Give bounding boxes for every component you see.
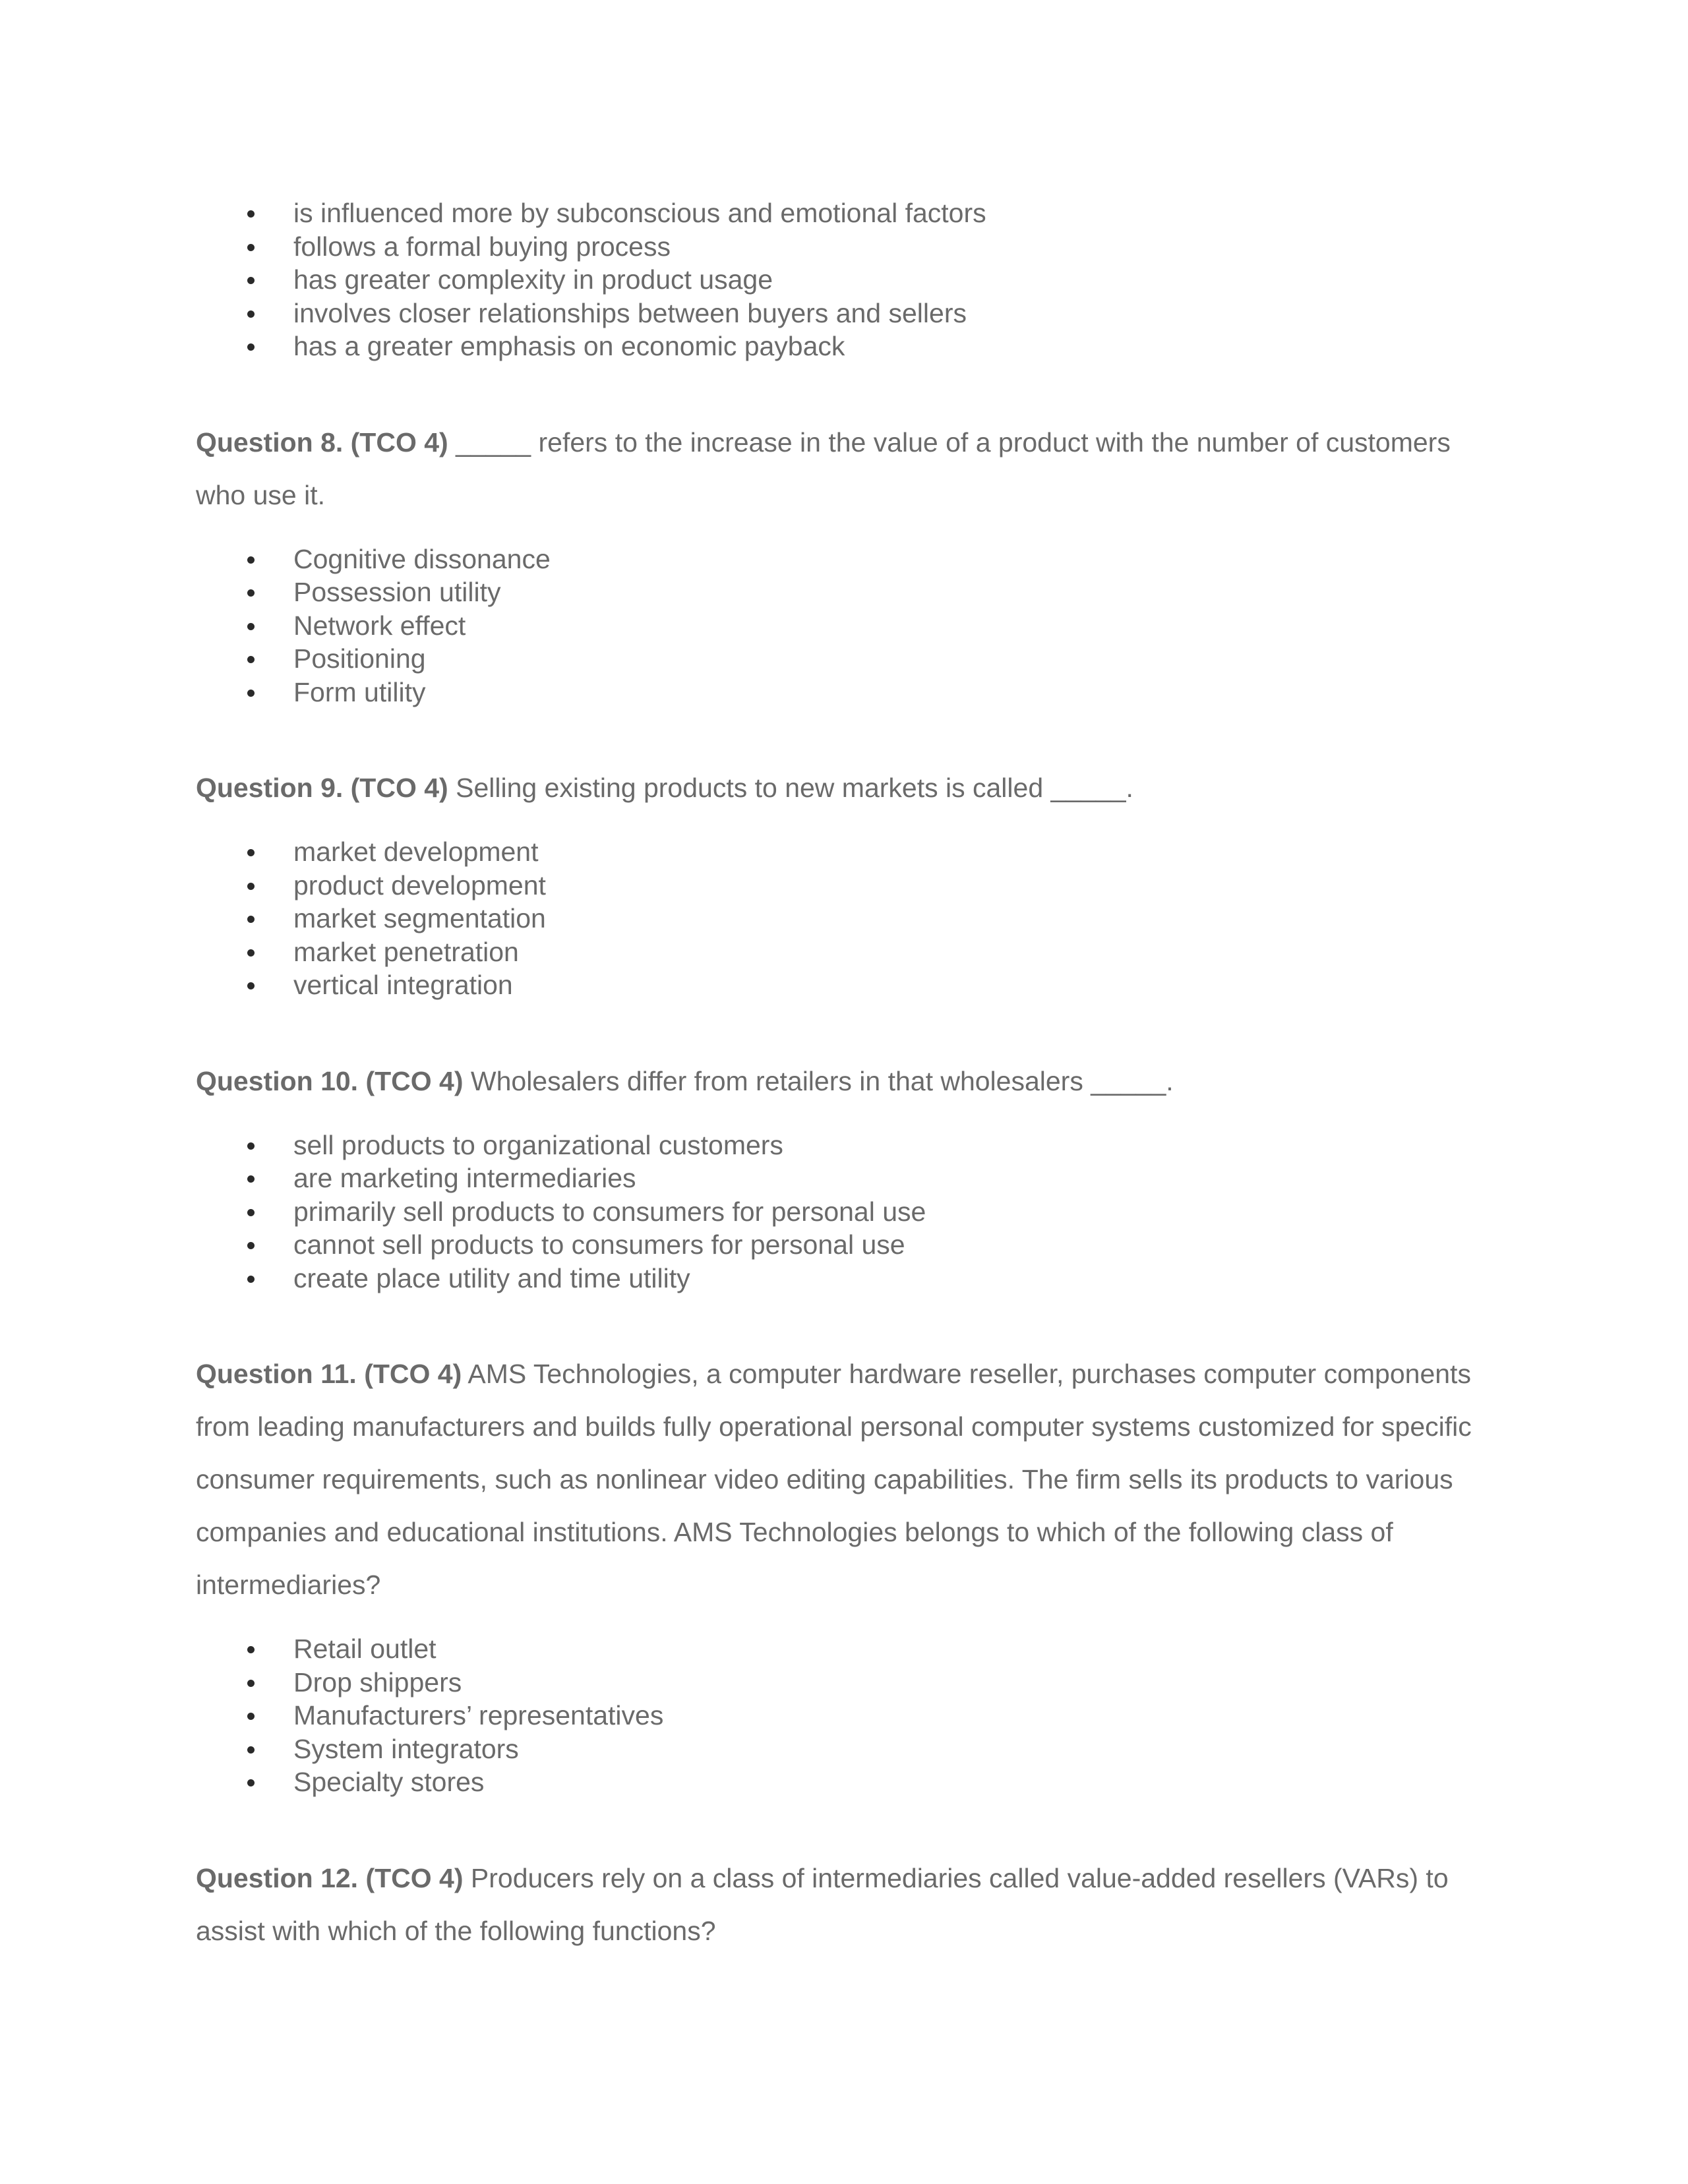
bullet-icon: [247, 556, 255, 564]
bullet-icon: [247, 1142, 255, 1150]
bullet-icon: [247, 1646, 255, 1653]
option-item: market development: [196, 835, 1488, 869]
bullet-icon: [247, 1680, 255, 1687]
question-text: _____ refers to the increase in the value of a product with the number of customers who use it.: [196, 427, 1451, 510]
bullet-icon: [247, 623, 255, 630]
bullet-icon: [247, 690, 255, 697]
bullet-icon: [247, 1276, 255, 1283]
question-10: [196, 1055, 1488, 1107]
bullet-icon: [247, 883, 255, 890]
option-item: Drop shippers: [196, 1666, 1488, 1699]
question-8-options: [196, 543, 1488, 709]
bullet-icon: [247, 277, 255, 284]
option-item: has greater complexity in product usage: [196, 263, 1488, 297]
question-label: Question 9. (TCO 4): [196, 773, 448, 803]
question-8: [196, 416, 1488, 521]
option-item: Possession utility: [196, 576, 1488, 609]
document-content: [196, 196, 1488, 1957]
question-11-options: [196, 1632, 1488, 1799]
bullet-icon: [247, 210, 255, 218]
option-item: is influenced more by subconscious and emotional factors: [196, 196, 1488, 230]
option-item: primarily sell products to consumers for personal use: [196, 1195, 1488, 1229]
option-item: Cognitive dissonance: [196, 543, 1488, 576]
option-item: Positioning: [196, 642, 1488, 676]
bullet-icon: [247, 982, 255, 989]
bullet-icon: [247, 1209, 255, 1216]
bullet-icon: [247, 656, 255, 663]
bullet-icon: [247, 589, 255, 597]
option-item: System integrators: [196, 1732, 1488, 1766]
option-item: create place utility and time utility: [196, 1262, 1488, 1295]
option-item: are marketing intermediaries: [196, 1162, 1488, 1195]
option-item: vertical integration: [196, 968, 1488, 1002]
question-text: AMS Technologies, a computer hardware reseller, purchases computer components from leading manufacturers and builds fully operational personal computer systems customized for specific consumer requirements, such as nonlinear video editing capabilities. The firm sells its products to various companies and educational institutions. AMS Technologies belongs to which of the following class of intermediaries?: [196, 1359, 1472, 1600]
bullet-icon: [247, 1713, 255, 1720]
option-item: follows a formal buying process: [196, 230, 1488, 264]
bullet-icon: [247, 1746, 255, 1754]
option-item: Manufacturers’ representatives: [196, 1699, 1488, 1732]
bullet-icon: [247, 1175, 255, 1183]
option-item: product development: [196, 869, 1488, 902]
bullet-icon: [247, 310, 255, 318]
bullet-icon: [247, 949, 255, 957]
option-item: sell products to organizational customers: [196, 1129, 1488, 1162]
option-item: Network effect: [196, 609, 1488, 643]
bullet-icon: [247, 849, 255, 856]
question-9-options: [196, 835, 1488, 1002]
option-item: Specialty stores: [196, 1765, 1488, 1799]
question-11: [196, 1347, 1488, 1611]
question-text: Wholesalers differ from retailers in that wholesalers _____.: [463, 1065, 1174, 1096]
bullet-icon: [247, 1779, 255, 1786]
question-9: [196, 761, 1488, 814]
bullet-icon: [247, 916, 255, 923]
question-label: Question 11. (TCO 4): [196, 1359, 462, 1389]
question-label: Question 8. (TCO 4): [196, 427, 448, 457]
option-item: Retail outlet: [196, 1632, 1488, 1666]
prev-question-options: [196, 196, 1488, 363]
option-item: Form utility: [196, 676, 1488, 709]
question-text: Selling existing products to new markets is called _____.: [448, 773, 1133, 803]
option-item: market segmentation: [196, 902, 1488, 935]
question-text: Producers rely on a class of intermediaries called value-added resellers (VARs) to assist with which of the following functions?: [196, 1862, 1449, 1946]
bullet-icon: [247, 244, 255, 251]
question-label: Question 10. (TCO 4): [196, 1065, 464, 1096]
question-10-options: [196, 1129, 1488, 1295]
question-12: [196, 1852, 1488, 1957]
question-label: Question 12. (TCO 4): [196, 1862, 464, 1893]
bullet-icon: [247, 343, 255, 351]
option-item: has a greater emphasis on economic payback: [196, 330, 1488, 363]
option-item: cannot sell products to consumers for personal use: [196, 1228, 1488, 1262]
bullet-icon: [247, 1242, 255, 1249]
option-item: involves closer relationships between buyers and sellers: [196, 297, 1488, 330]
option-item: market penetration: [196, 935, 1488, 969]
